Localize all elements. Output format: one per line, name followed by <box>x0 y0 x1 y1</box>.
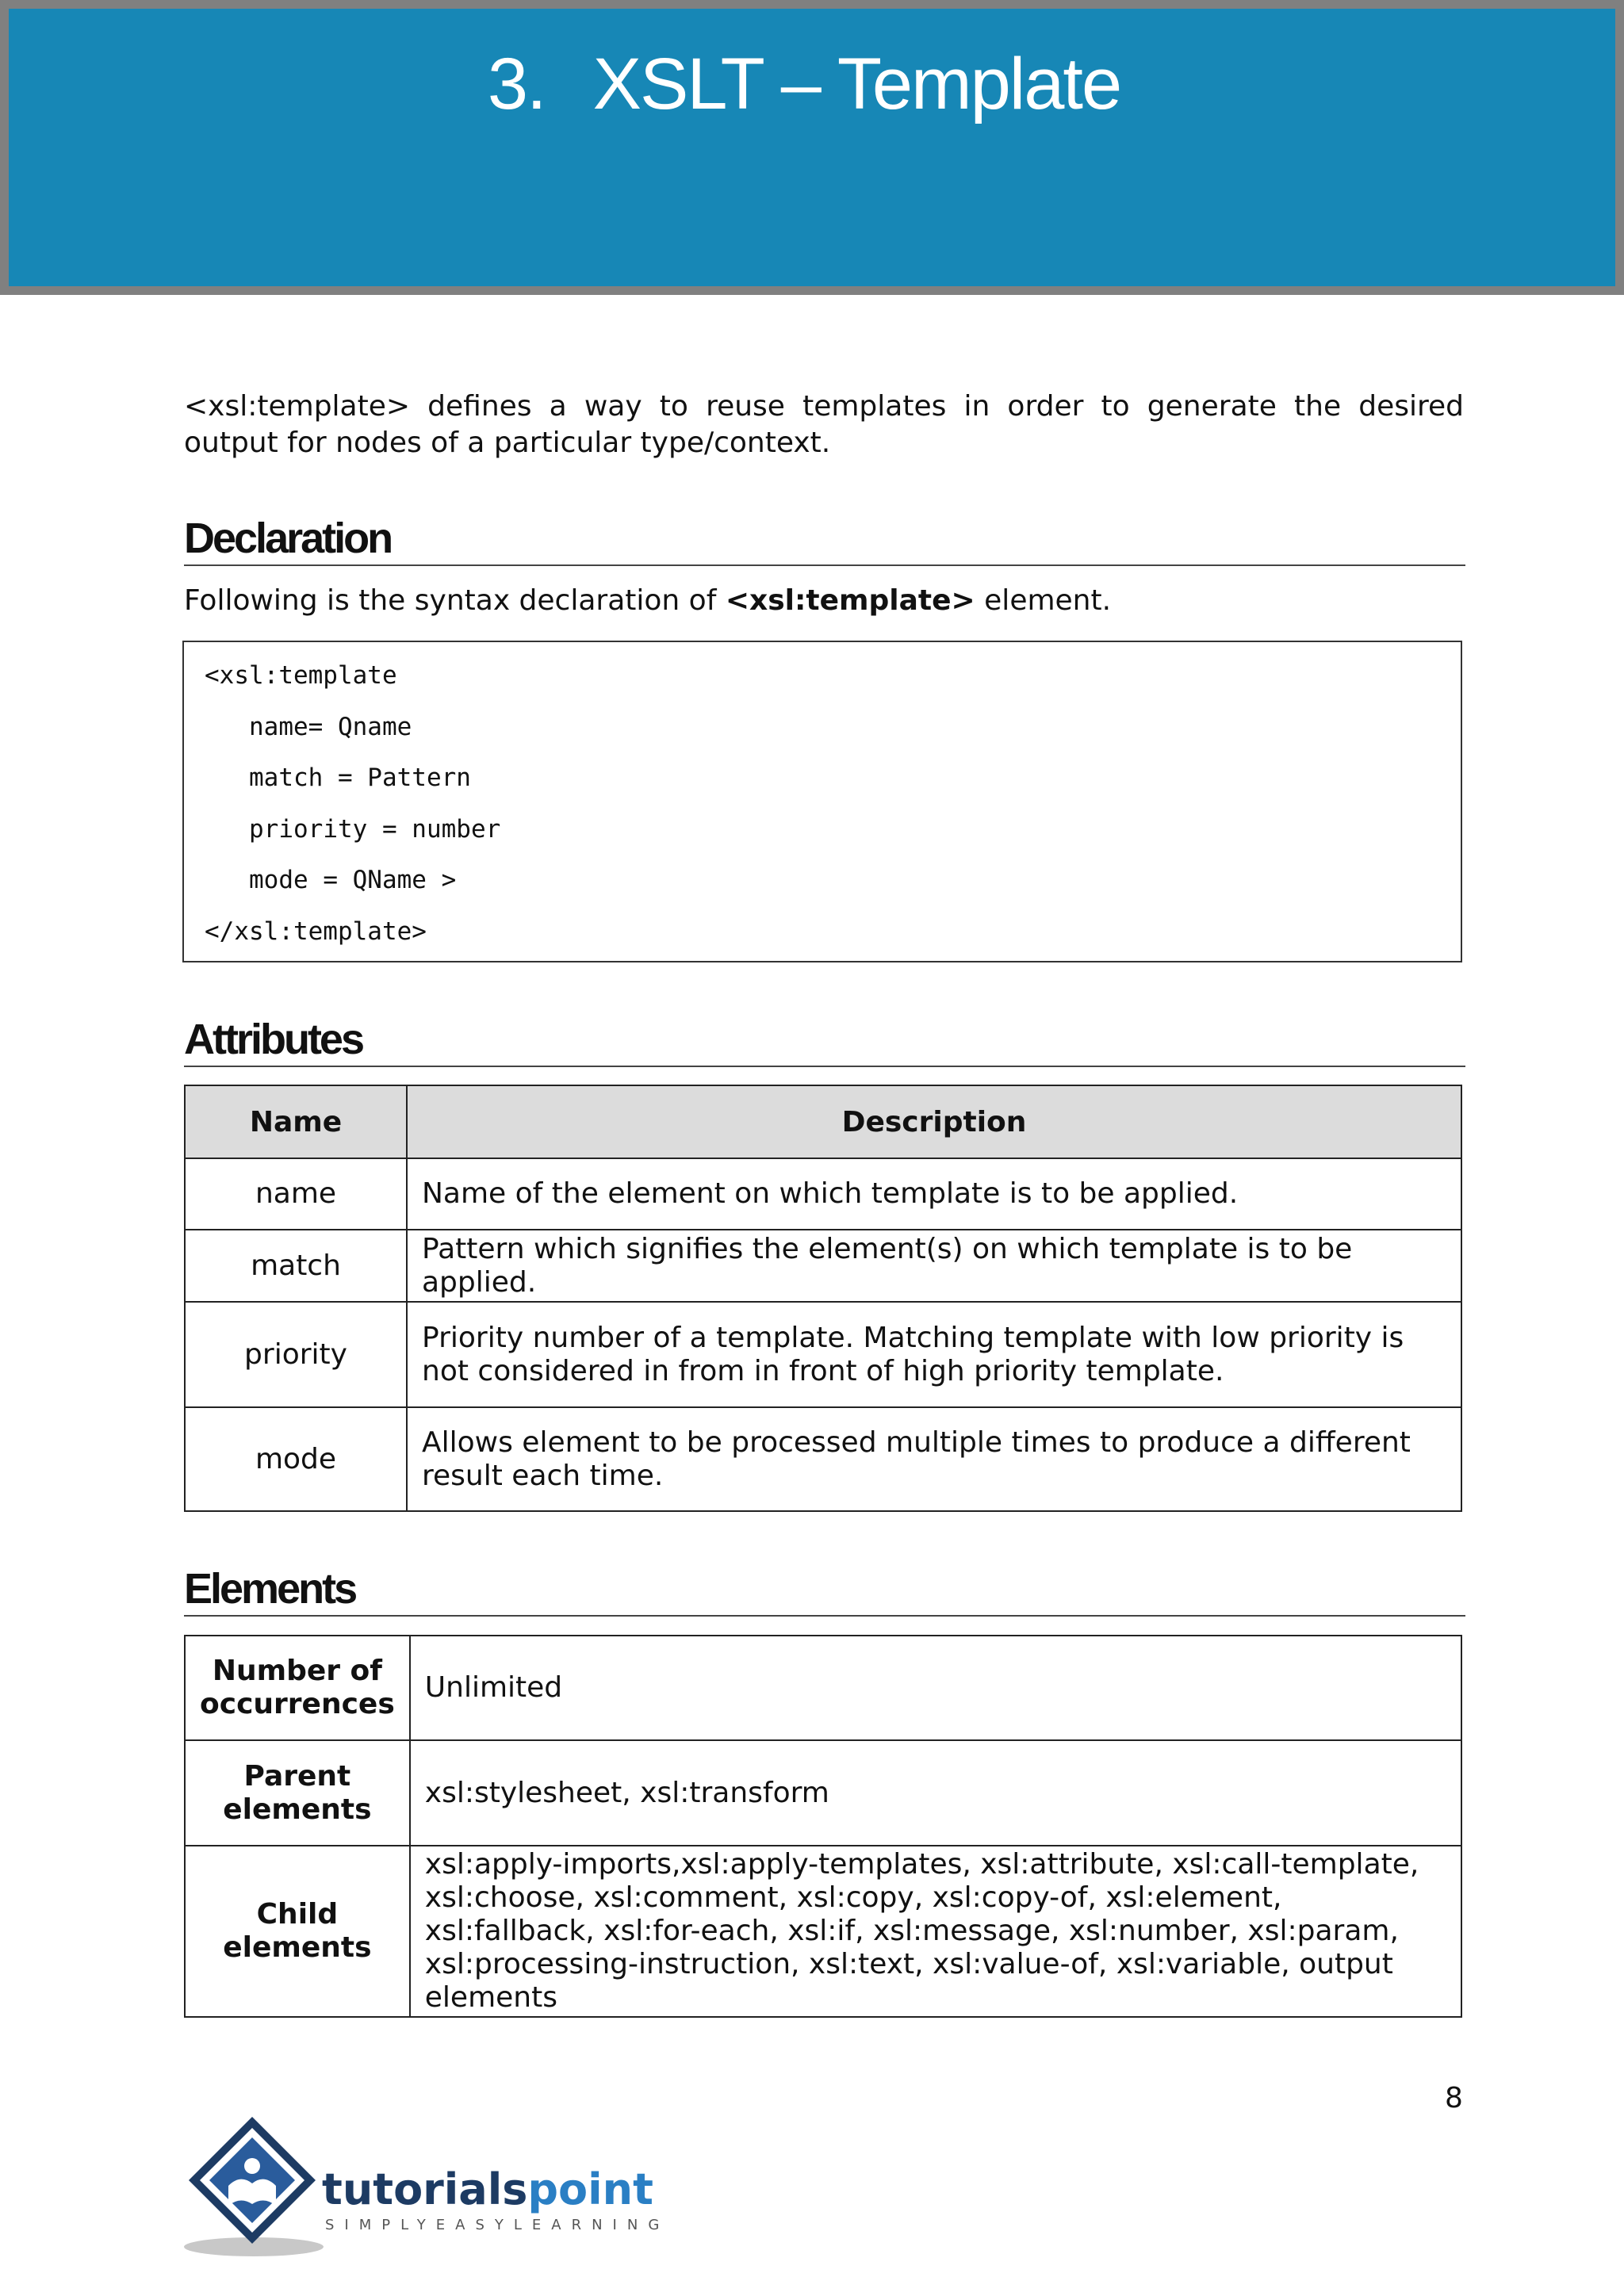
code-line: name= Qname <box>249 712 412 741</box>
syntax-intro <box>184 584 1464 618</box>
tutorialspoint-logo <box>181 2110 688 2261</box>
logo-tagline: SIMPLYEASYLEARNING <box>325 2217 670 2233</box>
attribute-name: priority <box>185 1302 407 1407</box>
table-row <box>185 1846 1461 2017</box>
logo-person-head <box>244 2158 260 2174</box>
chapter-banner-inner <box>9 9 1615 286</box>
code-line: mode = QName > <box>249 866 457 894</box>
column-header-description: Description <box>407 1085 1461 1158</box>
table-row <box>185 1158 1461 1230</box>
attribute-name: mode <box>185 1407 407 1511</box>
declaration-heading: Declaration <box>184 514 1465 566</box>
table-row <box>185 1407 1461 1511</box>
syntax-intro-text: Following is the syntax declaration of <box>184 584 726 617</box>
attributes-table <box>184 1085 1462 1512</box>
attribute-name: name <box>185 1158 407 1230</box>
syntax-intro-element: <xsl:template> <box>725 584 975 617</box>
attribute-description: Priority number of a template. Matching template with low priority is not considered in from in front of high priority template. <box>407 1302 1461 1407</box>
elements-table <box>184 1635 1462 2018</box>
element-value: xsl:stylesheet, xsl:transform <box>410 1740 1461 1846</box>
element-label: Child elements <box>185 1846 410 2017</box>
table-row <box>185 1740 1461 1846</box>
table-row <box>185 1636 1461 1740</box>
code-line: priority = number <box>249 814 501 844</box>
page-number: 8 <box>1445 2082 1463 2114</box>
attribute-name: match <box>185 1230 407 1302</box>
table-row <box>185 1302 1461 1407</box>
table-header-row <box>185 1085 1461 1158</box>
attributes-heading: Attributes <box>184 1015 1465 1067</box>
attribute-description: Allows element to be processed multiple times to produce a different result each time. <box>407 1407 1461 1511</box>
element-label: Parent elements <box>185 1740 410 1846</box>
code-line: match = Pattern <box>249 763 471 792</box>
element-value: xsl:apply-imports,xsl:apply-templates, xsl:attribute, xsl:call-template, xsl:choose, xsl:comment, xsl:copy, xsl:copy-of, xsl:element, xsl:fallback, xsl:for-each, xsl:if, xsl:message, xsl:number, xsl:param, xsl:processing-instruction, xsl:text, xsl:value-of, xsl:variable, output elements <box>410 1846 1461 2017</box>
intro-paragraph: <xsl:template> defines a way to reuse templates in order to generate the desired output for nodes of a particular type/context. <box>184 390 1464 459</box>
element-label: Number of occurrences <box>185 1636 410 1740</box>
code-line: </xsl:template> <box>205 916 427 946</box>
attribute-description: Name of the element on which template is to be applied. <box>407 1158 1461 1230</box>
chapter-number: 3. <box>487 43 546 124</box>
code-block <box>182 641 1462 962</box>
attribute-description: Pattern which signifies the element(s) on which template is to be applied. <box>407 1230 1461 1302</box>
logo-wordmark: tutorialspoint <box>322 2164 653 2214</box>
chapter-title-text: XSLT – Template <box>592 43 1121 124</box>
table-row <box>185 1230 1461 1302</box>
chapter-title <box>488 43 1120 126</box>
element-value: Unlimited <box>410 1636 1461 1740</box>
column-header-name: Name <box>185 1085 407 1158</box>
code-line: <xsl:template <box>205 661 397 690</box>
syntax-intro-suffix: element. <box>975 584 1112 617</box>
chapter-banner <box>0 0 1624 295</box>
elements-heading: Elements <box>184 1564 1465 1617</box>
